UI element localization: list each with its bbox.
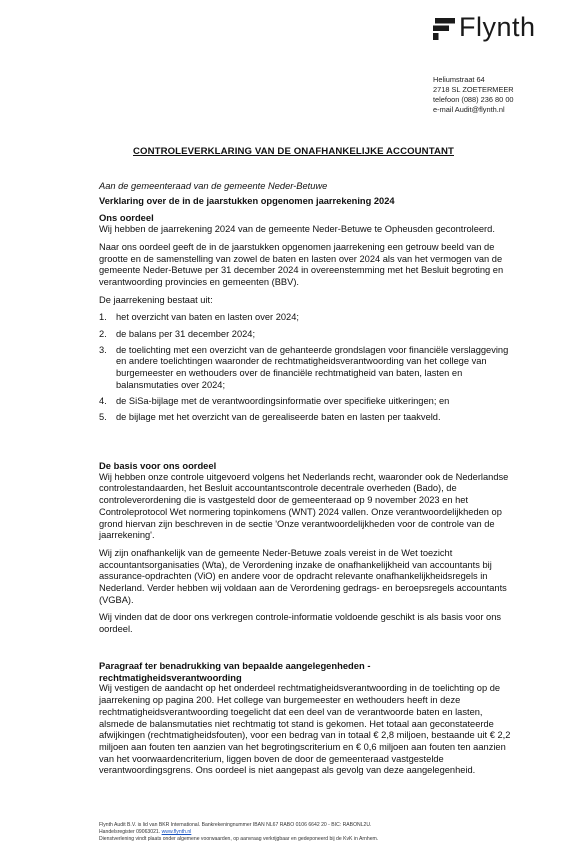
document-title: CONTROLEVERKLARING VAN DE ONAFHANKELIJKE ACCOUNTANT [133, 146, 454, 157]
list-number: 4. [99, 396, 107, 407]
section-heading-basis: De basis voor ons oordeel [99, 460, 217, 471]
logo-text: Flynth [459, 12, 536, 42]
opinion-section [99, 181, 519, 428]
list-text: het overzicht van baten en lasten over 2024; [116, 312, 299, 323]
list-item [99, 329, 519, 341]
list-text: de SiSa-bijlage met de verantwoordingsinformatie over specifieke uitkeringen; en [116, 396, 450, 407]
lead-heading: Verklaring over de in de jaarstukken opgenomen jaarrekening 2024 [99, 195, 395, 206]
list-item [99, 345, 519, 392]
address-city: 2718 SL ZOETERMEER [433, 85, 514, 94]
list-item [99, 312, 519, 324]
section-heading-opinion: Ons oordeel [99, 212, 154, 224]
list-number: 2. [99, 328, 107, 339]
list-text: de toelichting met een overzicht van de gehanteerde grondslagen voor financiële verslaggeving en andere toelichtingen waaronder de rechtmatigheidsverantwoording van het college van burgemeester en wethouders over de financiële rechtmatigheid van baten, lasten en balansmutaties over 2024; [116, 344, 509, 390]
basis-section [99, 460, 519, 642]
office-address [433, 75, 514, 115]
paragraph: Wij zijn onafhankelijk van de gemeente Neder-Betuwe zoals vereist in de Wet toezicht accountantsorganisaties (Wta), de Verordening inzake de onafhankelijkheid van accountants bij assurance-opdrachten (ViO) en andere voor de opdracht relevante onafhankelijkheidsregels in Nederland. Verder hebben wij voldaan aan de Verordening gedrags- en beroepsregels accountants (VGBA). [99, 547, 507, 605]
paragraph: De jaarrekening bestaat uit: [99, 294, 213, 305]
addressee: Aan de gemeenteraad van de gemeente Neder-Betuwe [99, 181, 328, 191]
list-item [99, 396, 519, 408]
heading-line: rechtmatigheidsverantwoording [99, 671, 242, 683]
page-footer [99, 822, 519, 843]
footer-registry: Handelsregister 09063021. [99, 829, 162, 835]
list-number: 1. [99, 312, 107, 323]
list-number: 3. [99, 344, 107, 355]
heading-line: Paragraaf ter benadrukking van bepaalde aangelegenheden - [99, 660, 371, 671]
emphasis-section [99, 660, 519, 783]
list-text: de balans per 31 december 2024; [116, 328, 256, 339]
address-email: e-mail Audit@flynth.nl [433, 105, 505, 114]
address-street: Heliumstraat 64 [433, 75, 485, 84]
paragraph: Wij hebben onze controle uitgevoerd volgens het Nederlands recht, waaronder ook de Nederlandse controlestandaarden, het Besluit accountantscontrole decentrale overheden (Bado), de controleverordening die is vastgesteld door de gemeenteraad op 9 november 2023 en het Controleprotocol Wet normering topinkomens (WNT) 2024 vallen. Onze verantwoordelijkheden op grond hiervan zijn beschreven in de sectie 'Onze verantwoordelijkheden voor de controle van de jaarrekening'. [99, 471, 509, 541]
flynth-logo-mark-icon [433, 16, 455, 40]
list-item [99, 412, 519, 424]
financial-statements-list [99, 312, 519, 424]
paragraph: Naar ons oordeel geeft de in de jaarstukken opgenomen jaarrekening een getrouw beeld van de grootte en de samenstelling van zowel de baten en lasten over 2024 als van het vermogen van de gemeente Neder-Betuwe per 31 december 2024 in overeenstemming met het Besluit begroting en verantwoording provincies en gemeenten (BBV). [99, 241, 504, 287]
footer-line: Flynth Audit B.V. is lid van BKR International. Bankrekeningnummer IBAN NL67 RABO 0106 6642 20 - BIC: RABONL2U. [99, 822, 372, 828]
section-heading-emphasis [99, 660, 519, 683]
footer-line: Dienstverlening vindt plaats onder algemene voorwaarden, op aanvraag verkrijgbaar en gedeponeerd bij de KvK in Arnhem. [99, 836, 379, 842]
website-link[interactable]: www.flynth.nl [161, 829, 192, 835]
footer-line [99, 829, 519, 836]
paragraph: Wij vestigen de aandacht op het onderdeel rechtmatigheidsverantwoording in de toelichting op de jaarrekening op pagina 200. Het college van burgemeester en wethouders heeft in deze rechtmatigheidsverantwoording toegelicht dat een deel van de verantwoorde baten en lasten, alsmede de balansmutaties niet rechtmatig tot stand is gekomen. Het totaal aan geconstateerde afwijkingen (rechtmatigheidsfouten), voor een bedrag van in totaal € 2,8 miljoen, bestaande uit € 2,2 miljoen aan fouten ten aanzien van het begrotingscriterium en € 0,6 miljoen aan fouten ten aanzien van het voorwaardencriterium, liggen boven de door de gemeenteraad vastgestelde verantwoordingsgrens. Ons oordeel is niet aangepast als gevolg van deze aangelegenheid. [99, 683, 511, 776]
paragraph: Wij vinden dat de door ons verkregen controle-informatie voldoende geschikt is als basis voor ons oordeel. [99, 612, 502, 635]
list-text: de bijlage met het overzicht van de gerealiseerde baten en lasten per taakveld. [116, 412, 441, 423]
address-phone: telefoon (088) 236 80 00 [433, 95, 514, 104]
list-number: 5. [99, 412, 107, 423]
paragraph: Wij hebben de jaarrekening 2024 van de gemeente Neder-Betuwe te Opheusden gecontroleerd. [99, 224, 495, 235]
flynth-logo [433, 14, 536, 41]
